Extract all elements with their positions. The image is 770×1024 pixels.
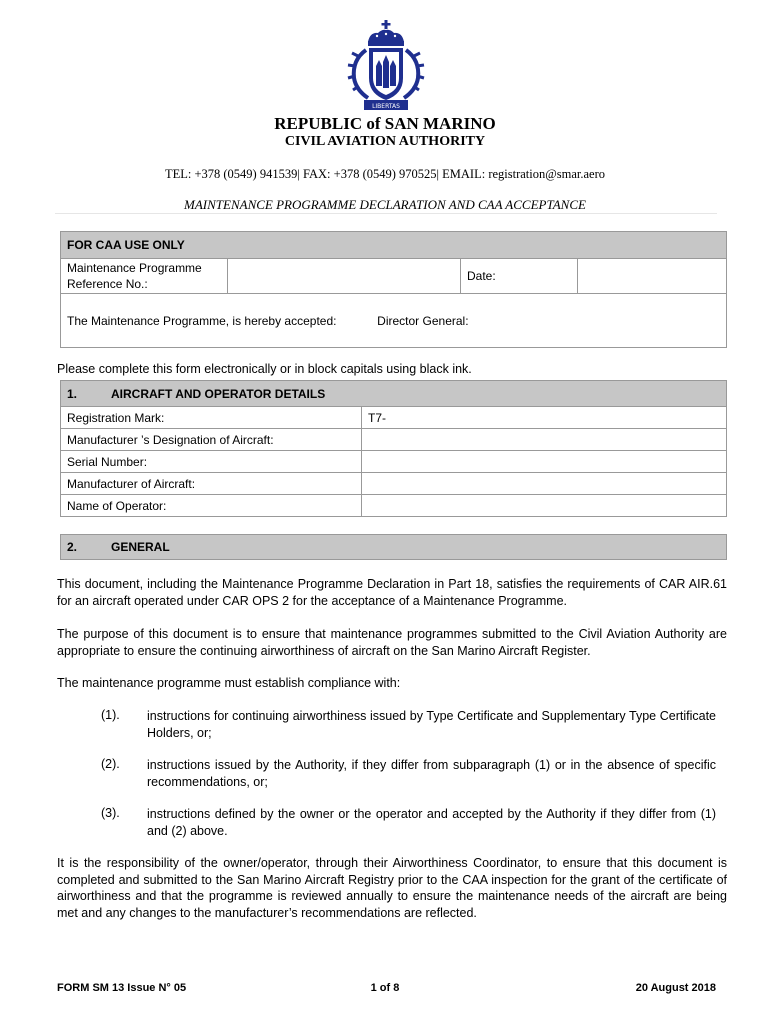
aircraft-designation-field[interactable] bbox=[362, 429, 727, 451]
instruction-text: Please complete this form electronically or in block capitals using black ink. bbox=[57, 362, 472, 376]
general-paragraph-1: This document, including the Maintenance Programme Declaration in Part 18, satisfies the requirements of CAR AIR.61 for an aircraft operated under CAR OPS 2 for the acceptance of a Maintenance Programme. bbox=[57, 577, 727, 608]
caa-use-table bbox=[60, 231, 727, 348]
list-item-3-text: instructions defined by the owner or the operator and accepted by the Authority if they differ from (1) and (2) above. bbox=[147, 807, 716, 838]
serial-number-label: Serial Number: bbox=[61, 451, 362, 473]
reference-field[interactable] bbox=[228, 259, 461, 294]
contact-line: TEL: +378 (0549) 941539| FAX: +378 (0549) 970525| EMAIL: registration@smar.aero bbox=[164, 167, 606, 181]
aircraft-manufacturer-field[interactable] bbox=[362, 473, 727, 495]
title-divider bbox=[55, 213, 717, 214]
list-item-1-text: instructions for continuing airworthiness issued by Type Certificate and Supplementary Type Certificate Holders, or; bbox=[147, 709, 716, 740]
authority-name: CIVIL AVIATION AUTHORITY bbox=[284, 134, 486, 149]
date-field[interactable] bbox=[578, 259, 727, 294]
acceptance-text: The Maintenance Programme, is hereby accepted: bbox=[67, 313, 337, 328]
footer-page-number: 1 of 8 bbox=[370, 982, 400, 994]
caa-heading: FOR CAA USE ONLY bbox=[61, 232, 727, 259]
footer-form-number: FORM SM 13 Issue N° 05 bbox=[57, 982, 187, 994]
section-2-heading bbox=[61, 535, 727, 560]
general-paragraph-2: The purpose of this document is to ensure that maintenance programmes submitted to the Civil Aviation Authority are appropriate to ensure the continuing airworthiness of aircraft on the San Marino Aircraft Register. bbox=[57, 627, 727, 658]
general-paragraph-3: The maintenance programme must establish compliance with: bbox=[57, 676, 401, 690]
section-2-title: GENERAL bbox=[111, 540, 170, 554]
list-item-1-number: (1). bbox=[101, 708, 120, 722]
reference-label: Maintenance Programme Reference No.: bbox=[61, 259, 228, 294]
footer-date: 20 August 2018 bbox=[635, 982, 716, 994]
list-item-3-number: (3). bbox=[101, 806, 120, 820]
operator-name-field[interactable] bbox=[362, 495, 727, 517]
aircraft-designation-label: Manufacturer ’s Designation of Aircraft: bbox=[61, 429, 362, 451]
registration-mark-label: Registration Mark: bbox=[61, 407, 362, 429]
serial-number-field[interactable] bbox=[362, 451, 727, 473]
aircraft-manufacturer-label: Manufacturer of Aircraft: bbox=[61, 473, 362, 495]
date-label: Date: bbox=[461, 259, 578, 294]
director-general-label: Director General: bbox=[377, 313, 469, 328]
document-title: MAINTENANCE PROGRAMME DECLARATION AND CAA ACCEPTANCE bbox=[184, 197, 586, 212]
section-1-number: 1. bbox=[67, 386, 78, 401]
list-item-2-text: instructions issued by the Authority, if they differ from subparagraph (1) or in the absence of specific recommendations, or; bbox=[147, 758, 716, 789]
coat-of-arms-icon bbox=[346, 20, 426, 112]
aircraft-operator-table bbox=[60, 380, 727, 517]
country-name: REPUBLIC of SAN MARINO bbox=[274, 114, 496, 133]
section-1-title: AIRCRAFT AND OPERATOR DETAILS bbox=[111, 386, 326, 401]
crest-banner-text: LIBERTAS bbox=[372, 102, 400, 110]
general-section-table bbox=[60, 534, 727, 560]
registration-mark-field[interactable]: T7- bbox=[362, 407, 727, 429]
acceptance-row bbox=[61, 294, 727, 348]
section-2-number: 2. bbox=[67, 540, 78, 554]
operator-name-label: Name of Operator: bbox=[61, 495, 362, 517]
list-item-2-number: (2). bbox=[101, 757, 120, 771]
section-1-heading bbox=[61, 381, 727, 407]
responsibility-paragraph: It is the responsibility of the owner/operator, through their Airworthiness Coordinator, to ensure that this document is completed and submitted to the San Marino Aircraft Registry prior to the CAA inspection for the grant of the certificate of airworthiness and that the programme is reviewed annually to ensure the maintenance needs of the aircraft are being met and any changes to the manufacturer’s recommendations are reflected. bbox=[57, 856, 727, 920]
